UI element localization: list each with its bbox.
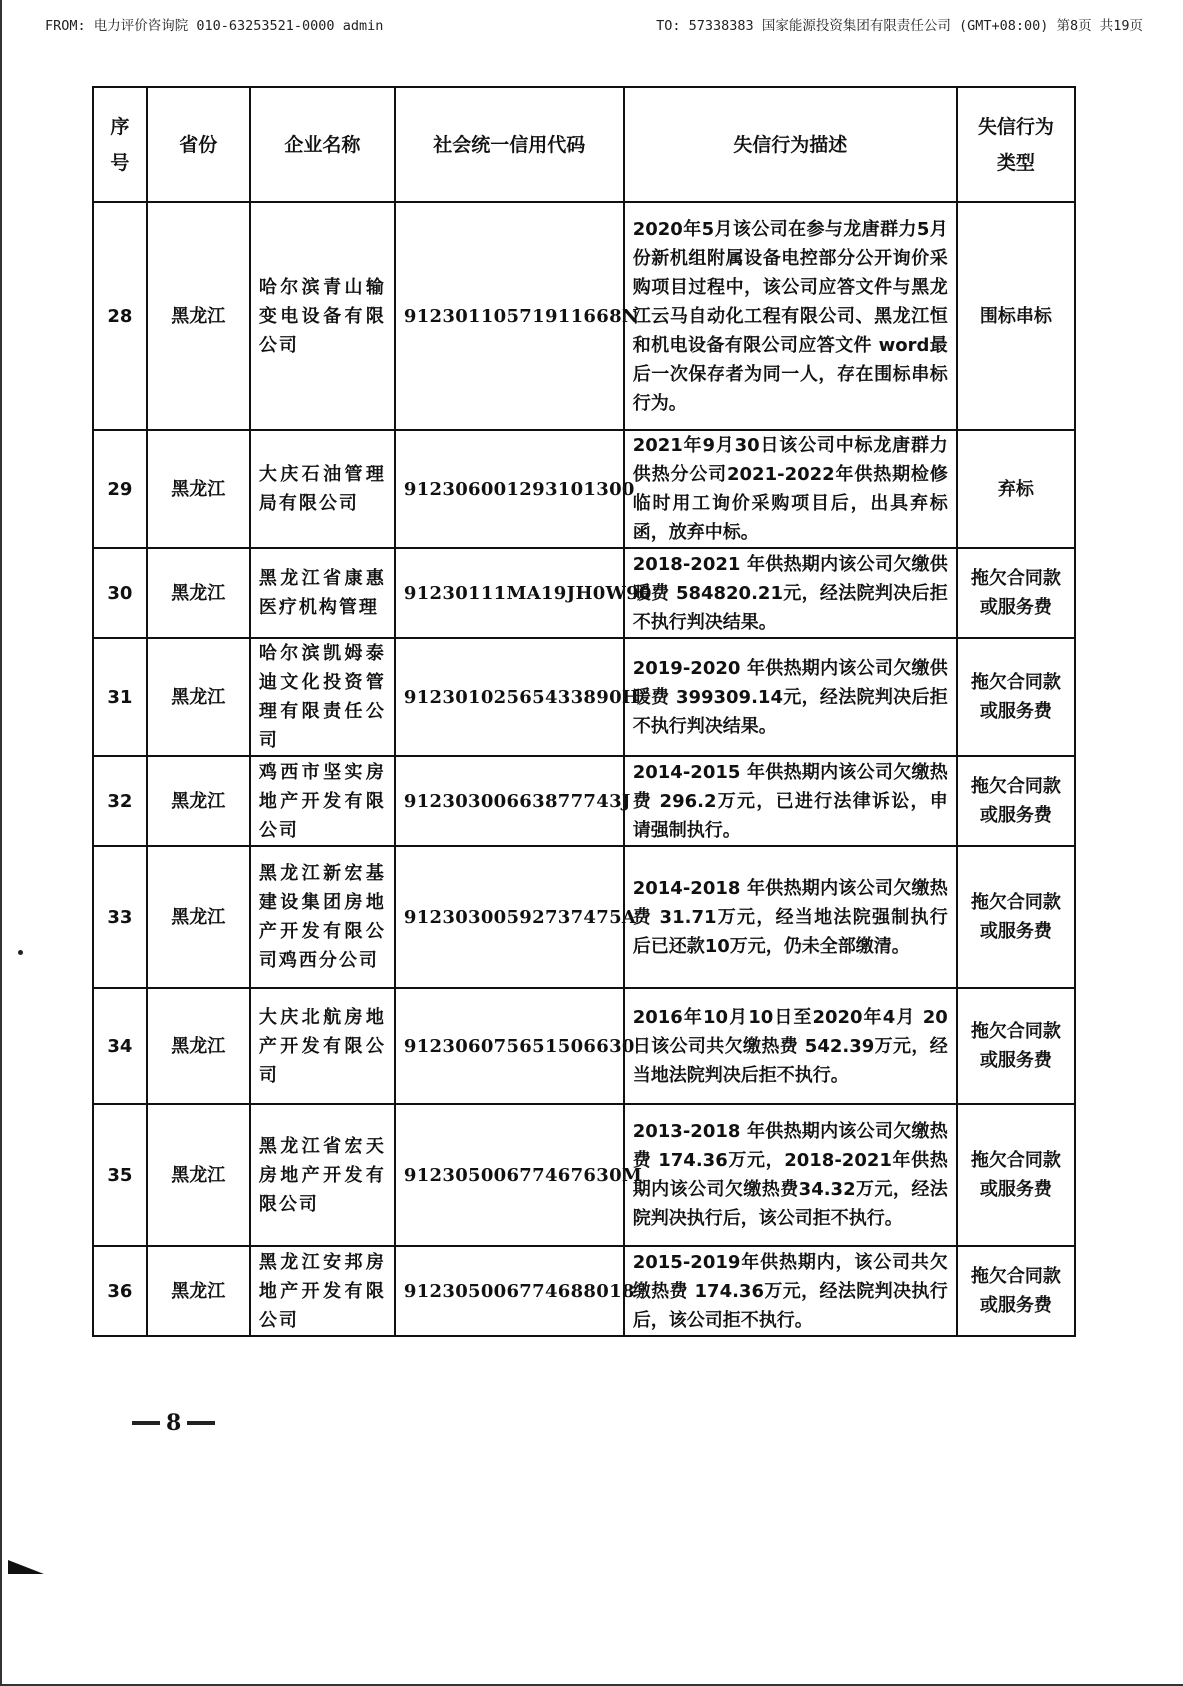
cell-province: 黑龙江 <box>147 430 250 548</box>
table-row <box>93 430 1075 548</box>
table-row <box>93 1246 1075 1336</box>
cell-province: 黑龙江 <box>147 1104 250 1246</box>
cell-company: 大庆北航房地产开发有限公司 <box>250 988 395 1104</box>
cell-company: 大庆石油管理局有限公司 <box>250 430 395 548</box>
cell-no: 30 <box>93 548 147 638</box>
cell-credit-code: 91230111MA19JH0W90 <box>395 548 624 638</box>
header-description: 失信行为描述 <box>624 87 957 202</box>
cell-description: 2018-2021 年供热期内该公司欠缴供暖费 584820.21元，经法院判决后拒不执行判决结果。 <box>624 548 957 638</box>
header-serial-no <box>93 87 147 202</box>
cell-type: 拖欠合同款或服务费 <box>957 548 1075 638</box>
fax-from: FROM: 电力评价咨询院 010-63253521-0000 admin <box>45 18 384 34</box>
cell-description: 2014-2015 年供热期内该公司欠缴热费 296.2万元，已进行法律诉讼，申请强制执行。 <box>624 756 957 846</box>
cell-no: 31 <box>93 638 147 756</box>
cell-credit-code: 91230102565433890H <box>395 638 624 756</box>
cell-description: 2013-2018 年供热期内该公司欠缴热费 174.36万元，2018-2021年供热期内该公司欠缴热费34.32万元，经法院判决执行后，该公司拒不执行。 <box>624 1104 957 1246</box>
cell-province: 黑龙江 <box>147 756 250 846</box>
binding-corner-mark-icon <box>8 1560 44 1574</box>
dishonesty-table <box>92 86 1076 1337</box>
scan-speck <box>18 950 23 955</box>
page-number-right-dash <box>187 1421 215 1425</box>
cell-no: 28 <box>93 202 147 430</box>
cell-type: 围标串标 <box>957 202 1075 430</box>
cell-province: 黑龙江 <box>147 202 250 430</box>
cell-credit-code: 912306075651506630 <box>395 988 624 1104</box>
cell-credit-code: 912306001293101300 <box>395 430 624 548</box>
header-type-line1: 失信行为 <box>977 115 1054 138</box>
cell-province: 黑龙江 <box>147 846 250 988</box>
cell-province: 黑龙江 <box>147 548 250 638</box>
cell-province: 黑龙江 <box>147 988 250 1104</box>
cell-type: 拖欠合同款或服务费 <box>957 756 1075 846</box>
table-row <box>93 548 1075 638</box>
cell-company: 哈尔滨青山输变电设备有限公司 <box>250 202 395 430</box>
cell-description: 2015-2019年供热期内，该公司共欠缴热费 174.36万元，经法院判决执行后，该公司拒不执行。 <box>624 1246 957 1336</box>
header-serial-no-line1: 序 <box>110 115 130 138</box>
table-row <box>93 638 1075 756</box>
page-number-value: 8 <box>166 1410 182 1436</box>
header-company: 企业名称 <box>250 87 395 202</box>
cell-type: 弃标 <box>957 430 1075 548</box>
cell-credit-code: 91230110571911668N <box>395 202 624 430</box>
header-province: 省份 <box>147 87 250 202</box>
cell-description: 2019-2020 年供热期内该公司欠缴供暖费 399309.14元，经法院判决后拒不执行判决结果。 <box>624 638 957 756</box>
cell-description: 2021年9月30日该公司中标龙唐群力供热分公司2021-2022年供热期检修临时用工询价采购项目后，出具弃标函，放弃中标。 <box>624 430 957 548</box>
scan-left-edge <box>0 0 2 1686</box>
cell-type: 拖欠合同款或服务费 <box>957 1246 1075 1336</box>
cell-company: 黑龙江省宏天房地产开发有限公司 <box>250 1104 395 1246</box>
cell-no: 35 <box>93 1104 147 1246</box>
cell-credit-code: 91230300592737475A <box>395 846 624 988</box>
header-type <box>957 87 1075 202</box>
page-number-left-dash <box>132 1421 160 1425</box>
table-row <box>93 846 1075 988</box>
cell-no: 29 <box>93 430 147 548</box>
cell-no: 36 <box>93 1246 147 1336</box>
cell-no: 34 <box>93 988 147 1104</box>
cell-credit-code: 912305006774688018 <box>395 1246 624 1336</box>
fax-to: TO: 57338383 国家能源投资集团有限责任公司 (GMT+08:00) 第8页 共19页 <box>656 18 1143 34</box>
table-row <box>93 202 1075 430</box>
cell-company: 黑龙江新宏基建设集团房地产开发有限公司鸡西分公司 <box>250 846 395 988</box>
cell-company: 鸡西市坚实房地产开发有限公司 <box>250 756 395 846</box>
cell-type: 拖欠合同款或服务费 <box>957 638 1075 756</box>
cell-no: 32 <box>93 756 147 846</box>
cell-type: 拖欠合同款或服务费 <box>957 988 1075 1104</box>
table-header-row <box>93 87 1075 202</box>
cell-type: 拖欠合同款或服务费 <box>957 1104 1075 1246</box>
cell-no: 33 <box>93 846 147 988</box>
header-serial-no-line2: 号 <box>110 151 130 174</box>
cell-province: 黑龙江 <box>147 638 250 756</box>
cell-credit-code: 91230500677467630M <box>395 1104 624 1246</box>
cell-description: 2020年5月该公司在参与龙唐群力5月份新机组附属设备电控部分公开询价采购项目过程中，该公司应答文件与黑龙江云马自动化工程有限公司、黑龙江恒和机电设备有限公司应答文件 word最后一次保存者为同一人，存在围标串标行为。 <box>624 202 957 430</box>
page-number <box>132 1410 215 1436</box>
cell-company: 黑龙江省康惠医疗机构管理 <box>250 548 395 638</box>
cell-province: 黑龙江 <box>147 1246 250 1336</box>
cell-company: 哈尔滨凯姆泰迪文化投资管理有限责任公司 <box>250 638 395 756</box>
cell-description: 2016年10月10日至2020年4月 20 日该公司共欠缴热费 542.39万元，经当地法院判决后拒不执行。 <box>624 988 957 1104</box>
table-row <box>93 1104 1075 1246</box>
header-credit-code: 社会统一信用代码 <box>395 87 624 202</box>
cell-credit-code: 91230300663877743J <box>395 756 624 846</box>
table-row <box>93 756 1075 846</box>
cell-description: 2014-2018 年供热期内该公司欠缴热费 31.71万元，经当地法院强制执行后已还款10万元，仍未全部缴清。 <box>624 846 957 988</box>
header-type-line2: 类型 <box>996 151 1035 174</box>
cell-company: 黑龙江安邦房地产开发有限公司 <box>250 1246 395 1336</box>
table-row <box>93 988 1075 1104</box>
cell-type: 拖欠合同款或服务费 <box>957 846 1075 988</box>
fax-header <box>45 14 1143 36</box>
